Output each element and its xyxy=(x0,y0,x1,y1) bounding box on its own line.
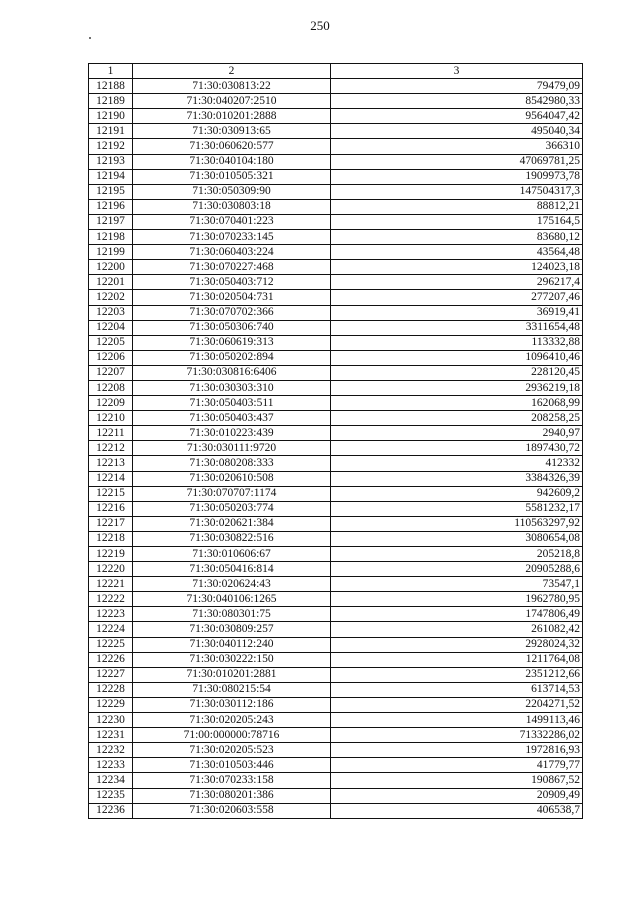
cadastral-number-cell: 71:30:030822:516 xyxy=(133,531,331,546)
row-number-cell: 12194 xyxy=(89,169,133,184)
value-cell: 495040,34 xyxy=(331,124,583,139)
row-number-cell: 12235 xyxy=(89,788,133,803)
value-cell: 2940,97 xyxy=(331,426,583,441)
table-row xyxy=(89,788,583,803)
value-cell: 20905288,6 xyxy=(331,562,583,577)
value-cell: 79479,09 xyxy=(331,79,583,94)
row-number-cell: 12215 xyxy=(89,486,133,501)
row-number-cell: 12207 xyxy=(89,365,133,380)
cadastral-number-cell: 71:30:050403:511 xyxy=(133,396,331,411)
table-row xyxy=(89,350,583,365)
row-number-cell: 12200 xyxy=(89,260,133,275)
table-row xyxy=(89,456,583,471)
row-number-cell: 12208 xyxy=(89,380,133,395)
value-cell: 3384326,39 xyxy=(331,471,583,486)
cadastral-number-cell: 71:30:030111:9720 xyxy=(133,441,331,456)
page-number: 250 xyxy=(310,18,330,33)
value-cell: 208258,25 xyxy=(331,411,583,426)
value-cell: 124023,18 xyxy=(331,260,583,275)
table-row xyxy=(89,667,583,682)
row-number-cell: 12227 xyxy=(89,667,133,682)
row-number-cell: 12190 xyxy=(89,109,133,124)
row-number-cell: 12199 xyxy=(89,245,133,260)
table-row xyxy=(89,169,583,184)
value-cell: 366310 xyxy=(331,139,583,154)
cadastral-value-table xyxy=(88,63,583,819)
value-cell: 1747806,49 xyxy=(331,607,583,622)
row-number-cell: 12217 xyxy=(89,516,133,531)
column-header-3: 3 xyxy=(331,64,583,79)
value-cell: 3311654,48 xyxy=(331,320,583,335)
cadastral-number-cell: 71:30:010201:2888 xyxy=(133,109,331,124)
cadastral-number-cell: 71:30:040207:2510 xyxy=(133,94,331,109)
row-number-cell: 12218 xyxy=(89,531,133,546)
row-number-cell: 12188 xyxy=(89,79,133,94)
value-cell: 261082,42 xyxy=(331,622,583,637)
table-row xyxy=(89,426,583,441)
row-number-cell: 12224 xyxy=(89,622,133,637)
value-cell: 20909,49 xyxy=(331,788,583,803)
table-row xyxy=(89,124,583,139)
cadastral-number-cell: 71:30:070233:145 xyxy=(133,230,331,245)
cadastral-number-cell: 71:30:050306:740 xyxy=(133,320,331,335)
row-number-cell: 12219 xyxy=(89,547,133,562)
table-row xyxy=(89,562,583,577)
row-number-cell: 12220 xyxy=(89,562,133,577)
value-cell: 613714,53 xyxy=(331,682,583,697)
value-cell: 1897430,72 xyxy=(331,441,583,456)
table-row xyxy=(89,290,583,305)
table-row xyxy=(89,214,583,229)
cadastral-number-cell: 71:30:020624:43 xyxy=(133,577,331,592)
table-row xyxy=(89,773,583,788)
row-number-cell: 12196 xyxy=(89,199,133,214)
column-header-1: 1 xyxy=(89,64,133,79)
row-number-cell: 12191 xyxy=(89,124,133,139)
value-cell: 1972816,93 xyxy=(331,743,583,758)
row-number-cell: 12192 xyxy=(89,139,133,154)
value-cell: 1211764,08 xyxy=(331,652,583,667)
header-row xyxy=(89,64,583,79)
cadastral-number-cell: 71:30:060619:313 xyxy=(133,335,331,350)
cadastral-number-cell: 71:30:050309:90 xyxy=(133,184,331,199)
row-number-cell: 12225 xyxy=(89,637,133,652)
cadastral-number-cell: 71:30:020603:558 xyxy=(133,803,331,818)
cadastral-number-cell: 71:30:030913:65 xyxy=(133,124,331,139)
cadastral-number-cell: 71:00:000000:78716 xyxy=(133,728,331,743)
value-cell: 1499113,46 xyxy=(331,713,583,728)
table-row xyxy=(89,652,583,667)
table-row xyxy=(89,713,583,728)
value-cell: 83680,12 xyxy=(331,230,583,245)
table-row xyxy=(89,380,583,395)
cadastral-number-cell: 71:30:030112:186 xyxy=(133,697,331,712)
row-number-cell: 12210 xyxy=(89,411,133,426)
cadastral-number-cell: 71:30:010505:321 xyxy=(133,169,331,184)
value-cell: 175164,5 xyxy=(331,214,583,229)
row-number-cell: 12236 xyxy=(89,803,133,818)
value-cell: 5581232,17 xyxy=(331,501,583,516)
table-row xyxy=(89,577,583,592)
table-row xyxy=(89,743,583,758)
row-number-cell: 12213 xyxy=(89,456,133,471)
row-number-cell: 12232 xyxy=(89,743,133,758)
table-row xyxy=(89,441,583,456)
table-row xyxy=(89,697,583,712)
table-row xyxy=(89,275,583,290)
cadastral-number-cell: 71:30:050403:437 xyxy=(133,411,331,426)
row-number-cell: 12221 xyxy=(89,577,133,592)
table-row xyxy=(89,154,583,169)
cadastral-number-cell: 71:30:020610:508 xyxy=(133,471,331,486)
table-row xyxy=(89,230,583,245)
table-row xyxy=(89,471,583,486)
cadastral-number-cell: 71:30:030303:310 xyxy=(133,380,331,395)
value-cell: 88812,21 xyxy=(331,199,583,214)
table-row xyxy=(89,803,583,818)
value-cell: 277207,46 xyxy=(331,290,583,305)
value-cell: 9564047,42 xyxy=(331,109,583,124)
value-cell: 8542980,33 xyxy=(331,94,583,109)
row-number-cell: 12229 xyxy=(89,697,133,712)
row-number-cell: 12202 xyxy=(89,290,133,305)
value-cell: 228120,45 xyxy=(331,365,583,380)
table-row xyxy=(89,320,583,335)
cadastral-number-cell: 71:30:080208:333 xyxy=(133,456,331,471)
cadastral-number-cell: 71:30:070233:158 xyxy=(133,773,331,788)
table-row xyxy=(89,335,583,350)
row-number-cell: 12231 xyxy=(89,728,133,743)
table-row xyxy=(89,199,583,214)
column-header-2: 2 xyxy=(133,64,331,79)
value-cell: 162068,99 xyxy=(331,396,583,411)
cadastral-number-cell: 71:30:070707:1174 xyxy=(133,486,331,501)
row-number-cell: 12226 xyxy=(89,652,133,667)
cadastral-number-cell: 71:30:050203:774 xyxy=(133,501,331,516)
value-cell: 113332,88 xyxy=(331,335,583,350)
value-cell: 147504317,3 xyxy=(331,184,583,199)
value-cell: 1909973,78 xyxy=(331,169,583,184)
cadastral-number-cell: 71:30:080215:54 xyxy=(133,682,331,697)
table-row xyxy=(89,547,583,562)
value-cell: 190867,52 xyxy=(331,773,583,788)
table-row xyxy=(89,622,583,637)
table-row xyxy=(89,245,583,260)
cadastral-number-cell: 71:30:080201:386 xyxy=(133,788,331,803)
row-number-cell: 12206 xyxy=(89,350,133,365)
table-row xyxy=(89,501,583,516)
table-row xyxy=(89,516,583,531)
cadastral-number-cell: 71:30:020205:523 xyxy=(133,743,331,758)
table-row xyxy=(89,396,583,411)
table-row xyxy=(89,79,583,94)
cadastral-number-cell: 71:30:010201:2881 xyxy=(133,667,331,682)
cadastral-number-cell: 71:30:010223:439 xyxy=(133,426,331,441)
cadastral-number-cell: 71:30:070702:366 xyxy=(133,305,331,320)
cadastral-number-cell: 71:30:010606:67 xyxy=(133,547,331,562)
table-row xyxy=(89,682,583,697)
value-cell: 2928024,32 xyxy=(331,637,583,652)
row-number-cell: 12211 xyxy=(89,426,133,441)
value-cell: 205218,8 xyxy=(331,547,583,562)
cadastral-number-cell: 71:30:010503:446 xyxy=(133,758,331,773)
table-row xyxy=(89,94,583,109)
row-number-cell: 12228 xyxy=(89,682,133,697)
row-number-cell: 12223 xyxy=(89,607,133,622)
cadastral-number-cell: 71:30:070401:223 xyxy=(133,214,331,229)
table-row xyxy=(89,260,583,275)
value-cell: 1096410,46 xyxy=(331,350,583,365)
value-cell: 47069781,25 xyxy=(331,154,583,169)
cadastral-number-cell: 71:30:030816:6406 xyxy=(133,365,331,380)
value-cell: 2351212,66 xyxy=(331,667,583,682)
cadastral-number-cell: 71:30:050416:814 xyxy=(133,562,331,577)
table-row xyxy=(89,728,583,743)
row-number-cell: 12201 xyxy=(89,275,133,290)
row-number-cell: 12234 xyxy=(89,773,133,788)
value-cell: 110563297,92 xyxy=(331,516,583,531)
table-row xyxy=(89,184,583,199)
row-number-cell: 12204 xyxy=(89,320,133,335)
row-number-cell: 12203 xyxy=(89,305,133,320)
row-number-cell: 12222 xyxy=(89,592,133,607)
table-row xyxy=(89,486,583,501)
value-cell: 3080654,08 xyxy=(331,531,583,546)
cadastral-number-cell: 71:30:040106:1265 xyxy=(133,592,331,607)
table-row xyxy=(89,139,583,154)
cadastral-number-cell: 71:30:060403:224 xyxy=(133,245,331,260)
value-cell: 43564,48 xyxy=(331,245,583,260)
cadastral-number-cell: 71:30:030813:22 xyxy=(133,79,331,94)
cadastral-number-cell: 71:30:040112:240 xyxy=(133,637,331,652)
row-number-cell: 12233 xyxy=(89,758,133,773)
table-row xyxy=(89,305,583,320)
value-cell: 942609,2 xyxy=(331,486,583,501)
row-number-cell: 12189 xyxy=(89,94,133,109)
table-row xyxy=(89,607,583,622)
cadastral-number-cell: 71:30:050202:894 xyxy=(133,350,331,365)
value-cell: 1962780,95 xyxy=(331,592,583,607)
value-cell: 41779,77 xyxy=(331,758,583,773)
cadastral-number-cell: 71:30:020504:731 xyxy=(133,290,331,305)
table-body xyxy=(89,79,583,819)
cadastral-number-cell: 71:30:050403:712 xyxy=(133,275,331,290)
row-number-cell: 12198 xyxy=(89,230,133,245)
cadastral-number-cell: 71:30:030222:150 xyxy=(133,652,331,667)
table-row xyxy=(89,592,583,607)
row-number-cell: 12193 xyxy=(89,154,133,169)
row-number-cell: 12197 xyxy=(89,214,133,229)
row-number-cell: 12205 xyxy=(89,335,133,350)
value-cell: 2936219,18 xyxy=(331,380,583,395)
table-row xyxy=(89,637,583,652)
row-number-cell: 12195 xyxy=(89,184,133,199)
cadastral-number-cell: 71:30:060620:577 xyxy=(133,139,331,154)
table-row xyxy=(89,531,583,546)
value-cell: 296217,4 xyxy=(331,275,583,290)
cadastral-number-cell: 71:30:080301:75 xyxy=(133,607,331,622)
value-cell: 406538,7 xyxy=(331,803,583,818)
row-number-cell: 12230 xyxy=(89,713,133,728)
cadastral-number-cell: 71:30:040104:180 xyxy=(133,154,331,169)
table-row xyxy=(89,109,583,124)
row-number-cell: 12212 xyxy=(89,441,133,456)
cadastral-number-cell: 71:30:070227:468 xyxy=(133,260,331,275)
row-number-cell: 12216 xyxy=(89,501,133,516)
cadastral-number-cell: 71:30:030809:257 xyxy=(133,622,331,637)
table-row xyxy=(89,411,583,426)
value-cell: 73547,1 xyxy=(331,577,583,592)
value-cell: 71332286,02 xyxy=(331,728,583,743)
table-row xyxy=(89,758,583,773)
row-number-cell: 12214 xyxy=(89,471,133,486)
cadastral-number-cell: 71:30:020621:384 xyxy=(133,516,331,531)
table-row xyxy=(89,365,583,380)
value-cell: 2204271,52 xyxy=(331,697,583,712)
cadastral-number-cell: 71:30:030803:18 xyxy=(133,199,331,214)
scan-speck xyxy=(89,37,91,39)
cadastral-number-cell: 71:30:020205:243 xyxy=(133,713,331,728)
value-cell: 36919,41 xyxy=(331,305,583,320)
row-number-cell: 12209 xyxy=(89,396,133,411)
value-cell: 412332 xyxy=(331,456,583,471)
